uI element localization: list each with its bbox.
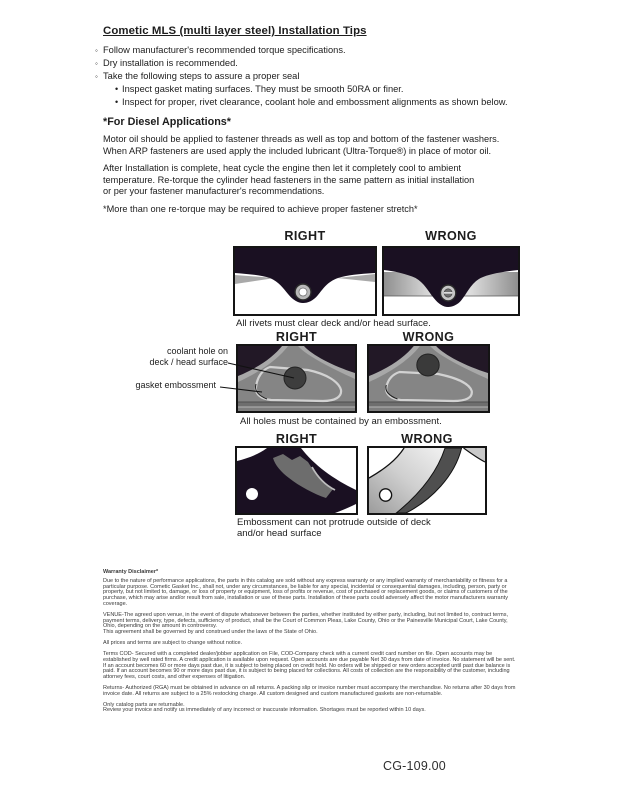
retorque-note: *More than one re-torque may be required to achieve proper fastener stretch* [103,204,418,214]
diagram-caption-rivets: All rivets must clear deck and/or head surface. [236,318,431,329]
diesel-heading: *For Diesel Applications* [103,116,231,128]
warranty-paragraph: Due to the nature of performance applications, the parts in this catalog are sold without any express warranty or any implied warranty of merchantability or fitness for a particular purpose. Cometic Gasket Inc., shall not, under any circumstances, be liable for any special, incidental or consequential damages, including, person, party or property, but not limited to, damage, or loss of property or equipment, loss of profits or revenue, cost of purchased or replacement goods, or claims of customers of the purchase, which may arise and/or result from sale, installation or use of these parts. Installation of these parts could adversely affect the motor manufacturers warranty coverage. [103,578,508,607]
wrong-label: WRONG [401,432,453,446]
tip-sub-item: • Inspect for proper, rivet clearance, coolant hole and embossment alignments as shown below. [115,97,508,107]
warranty-heading: Warranty Disclaimer* [103,569,159,575]
warranty-paragraph: Terms COD- Secured with a completed dealer/jobber application on File, COD-Company check with a current credit card number on file. Open accounts may be established by well rated firms. A credit application is available upon request. Open accounts are due payable Net 30 days from date of invoice. No statement will be sent. If an account becomes 60 or more days past due, it is subject to being placed on credit hold. No orders will be shipped or new orders accepted until past due balance is paid. If an account becomes 90 or more days past due, it is subject to being placed for collections. All costs of collection are the responsibility of the customer, including attorney fees, court costs, and other expenses of litigation. [103,651,516,680]
filled-bullet-icon: • [115,84,119,94]
embossment-deck-wrong-diagram [367,446,487,515]
open-bullet-icon: ◦ [95,59,98,68]
diesel-paragraph-2: After Installation is complete, heat cycle the engine then let it completely cool to ambient temperature. Re-torque the cylinder head fasteners in the same pattern as initial installation or per your fastener manufacturer's recommendations. [103,163,475,196]
warranty-paragraph: Returns- Authorized (RGA) must be obtained in advance on all returns. A packing slip or invoice number must accompany the merchandise. No returns after 30 days from invoice date. All returns are subject to a 25% restocking charge. All custom designed and custom manufactured gaskets are non-returnable. [103,685,516,697]
warranty-disclaimer [103,570,517,720]
tips-list [95,44,508,109]
wrong-label: WRONG [425,229,477,243]
open-bullet-icon: ◦ [95,46,98,55]
diagram-caption-holes: All holes must be contained by an embossment. [240,416,442,427]
embossment-deck-right-diagram [235,446,358,515]
diagram-caption-embossment: Embossment can not protrude outside of deck and/or head surface [237,517,431,539]
filled-bullet-icon: • [115,97,119,107]
tip-item: ◦ Follow manufacturer's recommended torque specifications. [95,45,346,55]
rivet-clearance-wrong-diagram [382,246,520,316]
diesel-paragraph-1: Motor oil should be applied to fastener threads as well as top and bottom of the fastener washers. When ARP fasteners are used apply the included lubricant (Ultra-Torque®) in place of motor oil. [103,134,500,156]
warranty-paragraph: This agreement shall be governed by and construed under the laws of the State of Ohio. [103,628,318,635]
warranty-paragraph: Review your invoice and notify us immediately of any incorrect or inaccurate information. Shortages must be reported within 10 days. [103,707,426,714]
tip-sub-item: • Inspect gasket mating surfaces. They must be smooth 50RA or finer. [115,84,404,94]
page-code: CG-109.00 [383,759,446,773]
wrong-label: WRONG [402,330,455,344]
gasket-embossment-annotation: gasket embossment [135,380,216,390]
open-bullet-icon: ◦ [95,72,98,81]
coolant-hole-annotation: coolant hole on deck / head surface [149,346,228,367]
page-title: Cometic MLS (multi layer steel) Installation Tips [103,25,367,37]
warranty-paragraph: VENUE-The agreed upon venue, in the event of dispute whatsoever between the parties, whether instituted by either party, including, but not limited to, contract terms, payment terms, delivery, type, defects, sufficiency of product, shall be the Court of Common Pleas, Lake County, Ohio or the Painesville Municipal Court, Lake County, Ohio, depending on the amount in controversy. [103,611,508,630]
right-label: RIGHT [275,432,318,446]
tip-item: ◦ Dry installation is recommended. [95,58,238,68]
warranty-paragraph: All prices and terms are subject to change without notice. [103,640,243,647]
right-label: RIGHT [275,330,318,344]
hole-embossment-wrong-diagram [367,344,490,413]
annotation-leader-lines [212,354,304,400]
right-label: RIGHT [284,229,326,243]
warranty-paragraph: Only catalog parts are returnable. [103,701,185,708]
tip-item: ◦ Take the following steps to assure a proper seal [95,71,300,81]
rivet-clearance-right-diagram [233,246,377,316]
